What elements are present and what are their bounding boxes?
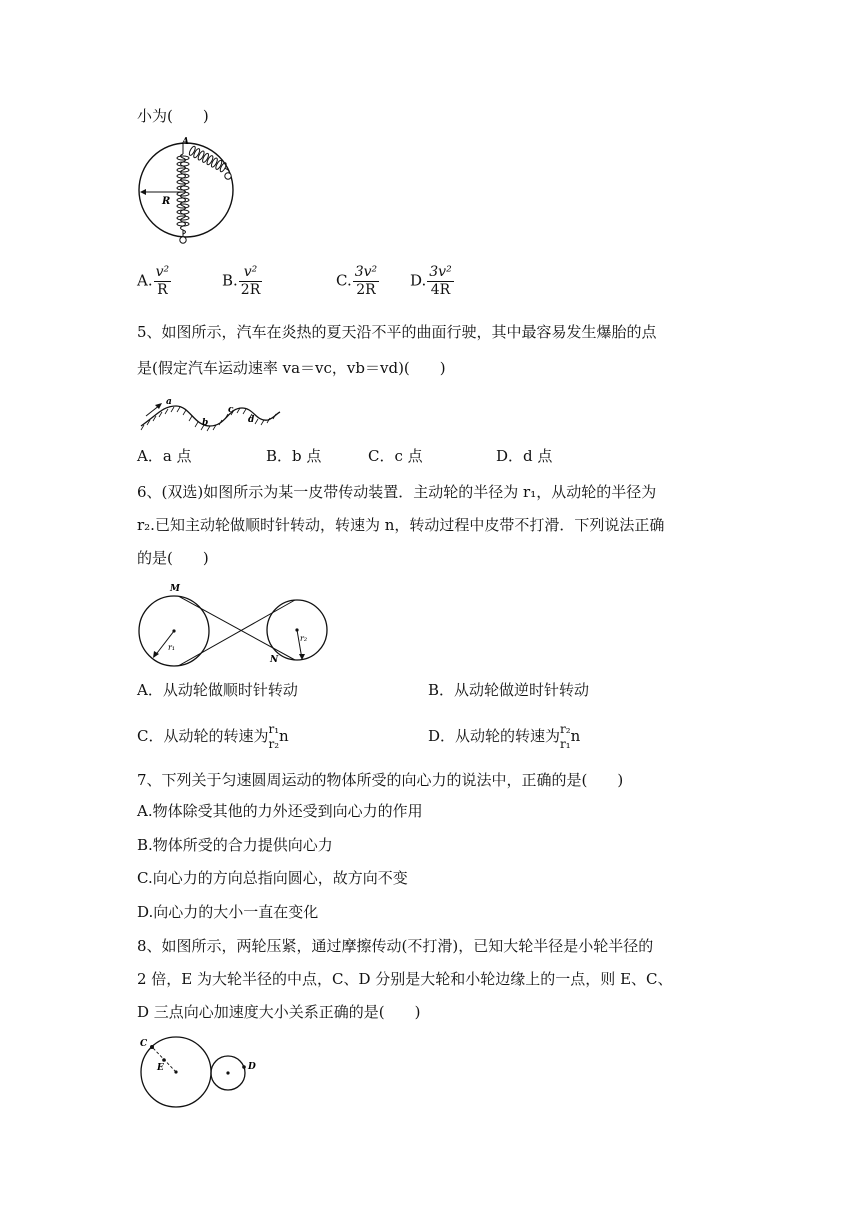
q4-spring-circle-figure xyxy=(132,136,242,248)
q6-label-r2: r₂ xyxy=(300,634,308,643)
q7-option-d[interactable]: D.向心力的大小一直在变化 xyxy=(137,903,319,921)
q4-label-r: R xyxy=(162,196,171,207)
q5-label-b: b xyxy=(202,418,209,428)
q8-stem-line3: D 三点向心加速度大小关系正确的是( ) xyxy=(137,1003,421,1021)
q8-stem-line1: 8、如图所示，两轮压紧，通过摩擦传动(不打滑)，已知大轮半径是小轮半径的 xyxy=(137,937,654,955)
q8-stem-line2: 2 倍，E 为大轮半径的中点，C、D 分别是大轮和小轮边缘上的一点，则 E、C、 xyxy=(137,970,673,988)
q6-option-a[interactable]: A．从动轮做顺时针转动 xyxy=(137,681,298,699)
q5-label-c: c xyxy=(228,405,234,415)
q6-label-r1: r₁ xyxy=(168,643,176,652)
q5-option-d[interactable]: D．d 点 xyxy=(496,447,553,465)
q4-option-d[interactable]: D. $\frac{\text{3v²}}{4R}$ xyxy=(410,264,452,298)
q6-stem-line3: 的是( ) xyxy=(137,549,209,567)
q5-option-c[interactable]: C．c 点 xyxy=(368,447,423,465)
q6-stem-line2: r₂.已知主动轮做顺时针转动，转速为 n，转动过程中皮带不打滑．下列说法正确 xyxy=(137,516,665,534)
q4-option-c[interactable]: C. $\frac{\text{3v²}}{2R}$ xyxy=(336,264,378,298)
q8-friction-wheels-figure xyxy=(134,1032,264,1112)
q5-option-b[interactable]: B．b 点 xyxy=(266,447,322,465)
q4-label-a: A xyxy=(182,137,189,147)
q5-option-a[interactable]: A．a 点 xyxy=(137,447,192,465)
q8-label-d: D xyxy=(248,1062,256,1072)
q5-stem-line2: 是(假定汽车运动速率 va＝vc，vb＝vd)( ) xyxy=(137,359,446,377)
q8-label-c: C xyxy=(140,1039,148,1049)
q6-option-c[interactable]: C．从动轮的转速为 r₁ r₂ n xyxy=(137,722,289,751)
q6-option-d[interactable]: D．从动轮的转速为 r₂ r₁ n xyxy=(428,722,581,751)
q5-label-d: d xyxy=(248,415,255,425)
q8-label-e: E xyxy=(157,1063,164,1073)
q5-road-figure xyxy=(138,392,284,432)
q7-option-c[interactable]: C.向心力的方向总指向圆心，故方向不变 xyxy=(137,869,408,887)
q7-stem: 7、下列关于匀速圆周运动的物体所受的向心力的说法中，正确的是( ) xyxy=(137,771,624,789)
q7-option-b[interactable]: B.物体所受的合力提供向心力 xyxy=(137,836,333,854)
q6-label-n: N xyxy=(270,655,279,665)
q7-option-a[interactable]: A.物体除受其他的力外还受到向心力的作用 xyxy=(137,802,423,820)
q4-option-a[interactable]: A. $\frac{\text{v²}}{R}$ xyxy=(137,264,170,298)
q6-stem-line1: 6、(双选)如图所示为某一皮带传动装置．主动轮的半径为 r₁，从动轮的半径为 xyxy=(137,483,657,501)
q4-option-b[interactable]: B. $\frac{\text{v²}}{2R}$ xyxy=(222,264,261,298)
q6-label-m: M xyxy=(170,584,180,594)
q5-stem-line1: 5、如图所示，汽车在炎热的夏天沿不平的曲面行驶，其中最容易发生爆胎的点 xyxy=(137,323,657,341)
q5-label-a: a xyxy=(166,397,172,407)
q6-belt-drive-figure xyxy=(134,578,334,670)
q6-option-b[interactable]: B．从动轮做逆时针转动 xyxy=(428,681,590,699)
q4-stem-tail: 小为( ) xyxy=(137,107,209,125)
